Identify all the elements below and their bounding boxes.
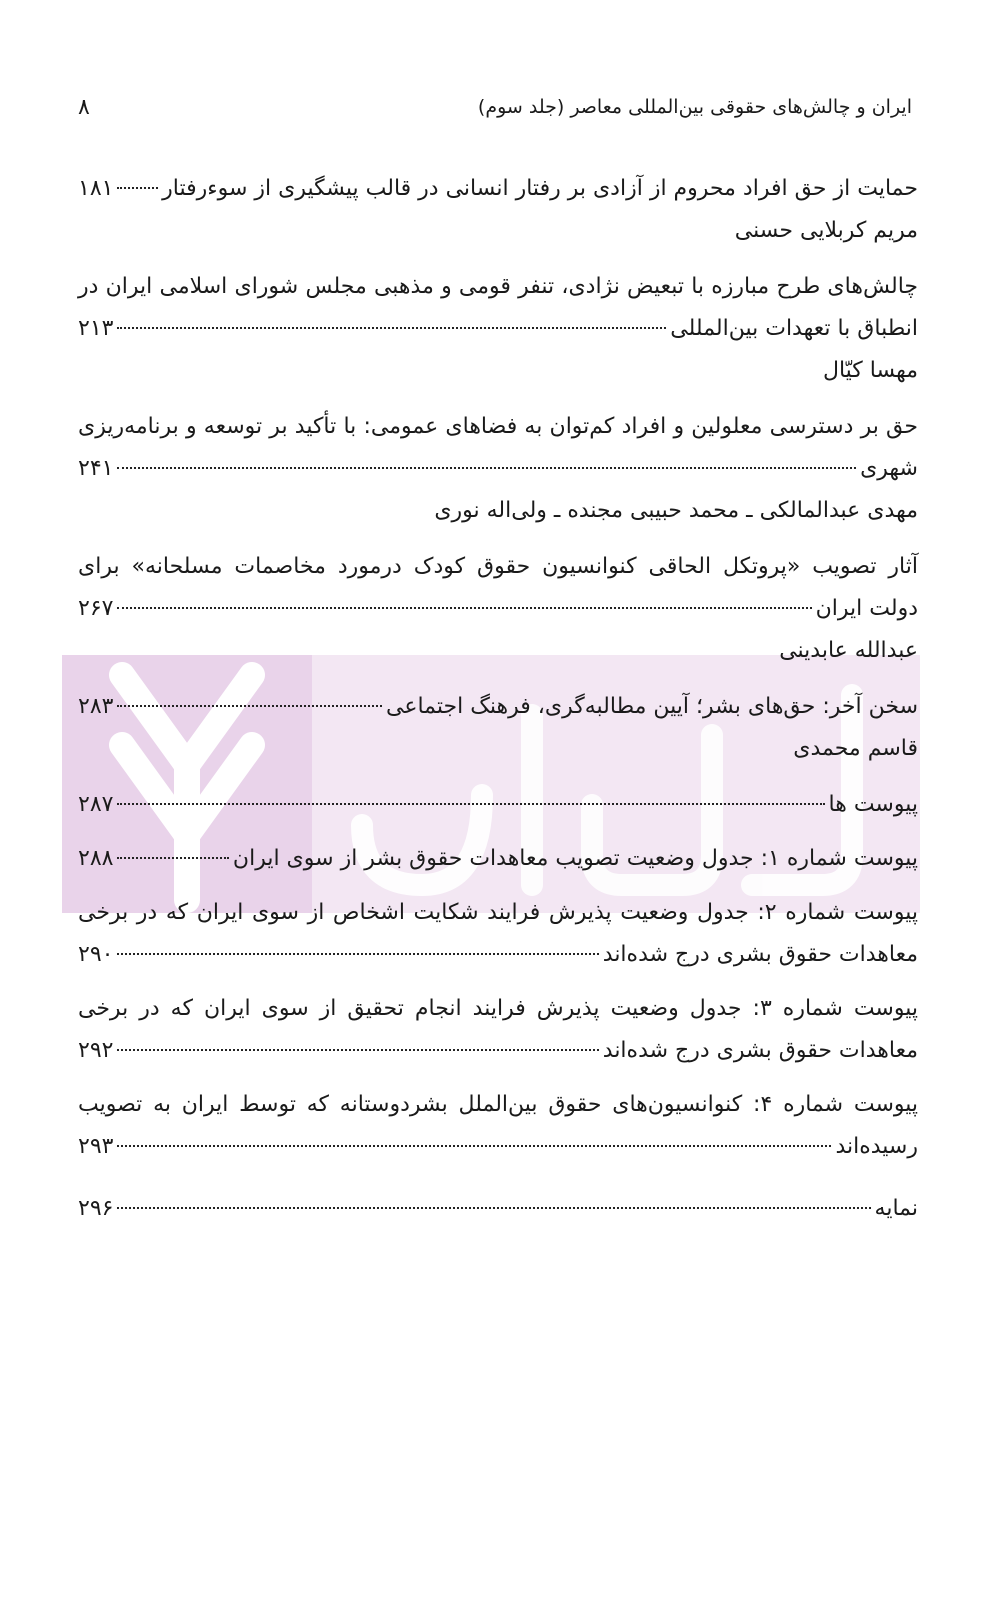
toc-title-text: انطباق با تعهدات بین‌المللی <box>670 316 918 341</box>
toc-title-line-with-page <box>78 588 918 630</box>
toc-title-line-with-page <box>78 1030 918 1072</box>
toc-title-line-with-page <box>78 168 918 210</box>
toc-title-line-with-page <box>78 308 918 350</box>
dot-leader <box>117 705 382 707</box>
toc-title-text: سخن آخر: حق‌های بشر؛ آیین مطالبه‌گری، فرهنگ اجتماعی <box>386 694 918 719</box>
toc-title-text: پیوست ها <box>828 792 918 817</box>
toc-page-number: ۱۸۱ <box>78 176 114 201</box>
table-of-contents <box>78 168 918 1242</box>
toc-title-text: پیوست شماره ۴: کنوانسیون‌های حقوق بین‌الملل بشردوستانه که توسط ایران به تصویب <box>78 1092 919 1117</box>
toc-page-number: ۲۹۲ <box>78 1038 114 1063</box>
toc-title-line <box>78 988 918 1030</box>
toc-page-number: ۲۴۱ <box>78 456 114 481</box>
toc-title-text: نمایه <box>874 1196 918 1221</box>
dot-leader <box>117 1145 831 1147</box>
dot-leader <box>117 803 824 805</box>
toc-author: مهسا کیّال <box>822 358 918 383</box>
toc-page-number: ۲۱۳ <box>78 316 114 341</box>
toc-title-line <box>78 1084 918 1126</box>
toc-entry <box>78 546 918 672</box>
dot-leader <box>117 187 158 189</box>
dot-leader <box>117 467 856 469</box>
toc-title-text: دولت ایران <box>815 596 918 621</box>
toc-entry <box>78 406 918 532</box>
toc-annex-entry <box>78 892 918 976</box>
toc-author: قاسم محمدی <box>793 736 918 761</box>
toc-page-number: ۲۸۳ <box>78 694 114 719</box>
toc-title-line-with-page <box>78 1126 918 1168</box>
toc-entry <box>78 266 918 392</box>
toc-page-number: ۲۹۰ <box>78 942 114 967</box>
dot-leader <box>117 1207 870 1209</box>
toc-title-text: رسیده‌اند <box>835 1134 918 1159</box>
toc-title-line-with-page <box>78 934 918 976</box>
dot-leader <box>117 607 811 609</box>
toc-page-number: ۲۹۳ <box>78 1134 114 1159</box>
toc-title-line-with-page <box>78 784 918 826</box>
toc-annex-entry <box>78 838 918 880</box>
toc-title-text: حق بر دسترسی معلولین و افراد کم‌توان به فضاهای عمومی: با تأکید بر توسعه و برنامه‌ریزی <box>78 414 918 439</box>
toc-title-text: چالش‌های طرح مبارزه با تبعیض نژادی، تنفر قومی و مذهبی مجلس شورای اسلامی ایران در <box>78 274 918 299</box>
toc-page-number: ۲۶۷ <box>78 596 114 621</box>
toc-page-number: ۲۹۶ <box>78 1196 114 1221</box>
toc-title-text: شهری <box>860 456 918 481</box>
dot-leader <box>117 1049 598 1051</box>
toc-title-text: معاهدات حقوق بشری درج شده‌اند <box>602 1038 918 1063</box>
toc-author: مهدی عبدالمالکی ـ محمد حبیبی مجنده ـ ولی‌اله نوری <box>434 498 918 523</box>
toc-title-line <box>78 266 918 308</box>
toc-author: مریم کربلایی حسنی <box>734 218 918 243</box>
toc-title-line <box>78 406 918 448</box>
dot-leader <box>117 327 666 329</box>
dot-leader <box>117 953 598 955</box>
toc-title-line-with-page <box>78 1188 918 1230</box>
toc-entry <box>78 686 918 770</box>
toc-annex-entry <box>78 1084 918 1168</box>
toc-title-line-with-page <box>78 838 918 880</box>
toc-title-text: پیوست شماره ۱: جدول وضعیت تصویب معاهدات حقوق بشر از سوی ایران <box>232 846 918 871</box>
toc-page-number: ۲۸۸ <box>78 846 114 871</box>
toc-title-line-with-page <box>78 448 918 490</box>
toc-title-text: آثار تصویب «پروتکل الحاقی کنوانسیون حقوق کودک درمورد مخاصمات مسلحانه» برای <box>78 554 918 579</box>
running-header <box>78 92 912 122</box>
toc-annex-entry <box>78 1188 918 1230</box>
toc-title-text: پیوست شماره ۲: جدول وضعیت پذیرش فرایند شکایت اشخاص از سوی ایران که در برخی <box>78 900 918 925</box>
toc-title-text: حمایت از حق افراد محروم از آزادی بر رفتار انسانی در قالب پیشگیری از سوءرفتار <box>162 176 918 201</box>
dot-leader <box>117 857 228 859</box>
toc-author: عبدالله عابدینی <box>779 638 918 663</box>
toc-title-text: پیوست شماره ۳: جدول وضعیت پذیرش فرایند انجام تحقیق از سوی ایران که در برخی <box>78 996 918 1021</box>
page-number: ۸ <box>78 94 90 120</box>
toc-title-line-with-page <box>78 686 918 728</box>
toc-page-number: ۲۸۷ <box>78 792 114 817</box>
toc-title-line <box>78 892 918 934</box>
toc-entry <box>78 168 918 252</box>
header-title: ایران و چالش‌های حقوقی بین‌المللی معاصر (جلد سوم) <box>477 96 912 118</box>
toc-title-text: معاهدات حقوق بشری درج شده‌اند <box>602 942 918 967</box>
toc-annex-entry <box>78 988 918 1072</box>
toc-title-line <box>78 546 918 588</box>
toc-annex-entry <box>78 784 918 826</box>
